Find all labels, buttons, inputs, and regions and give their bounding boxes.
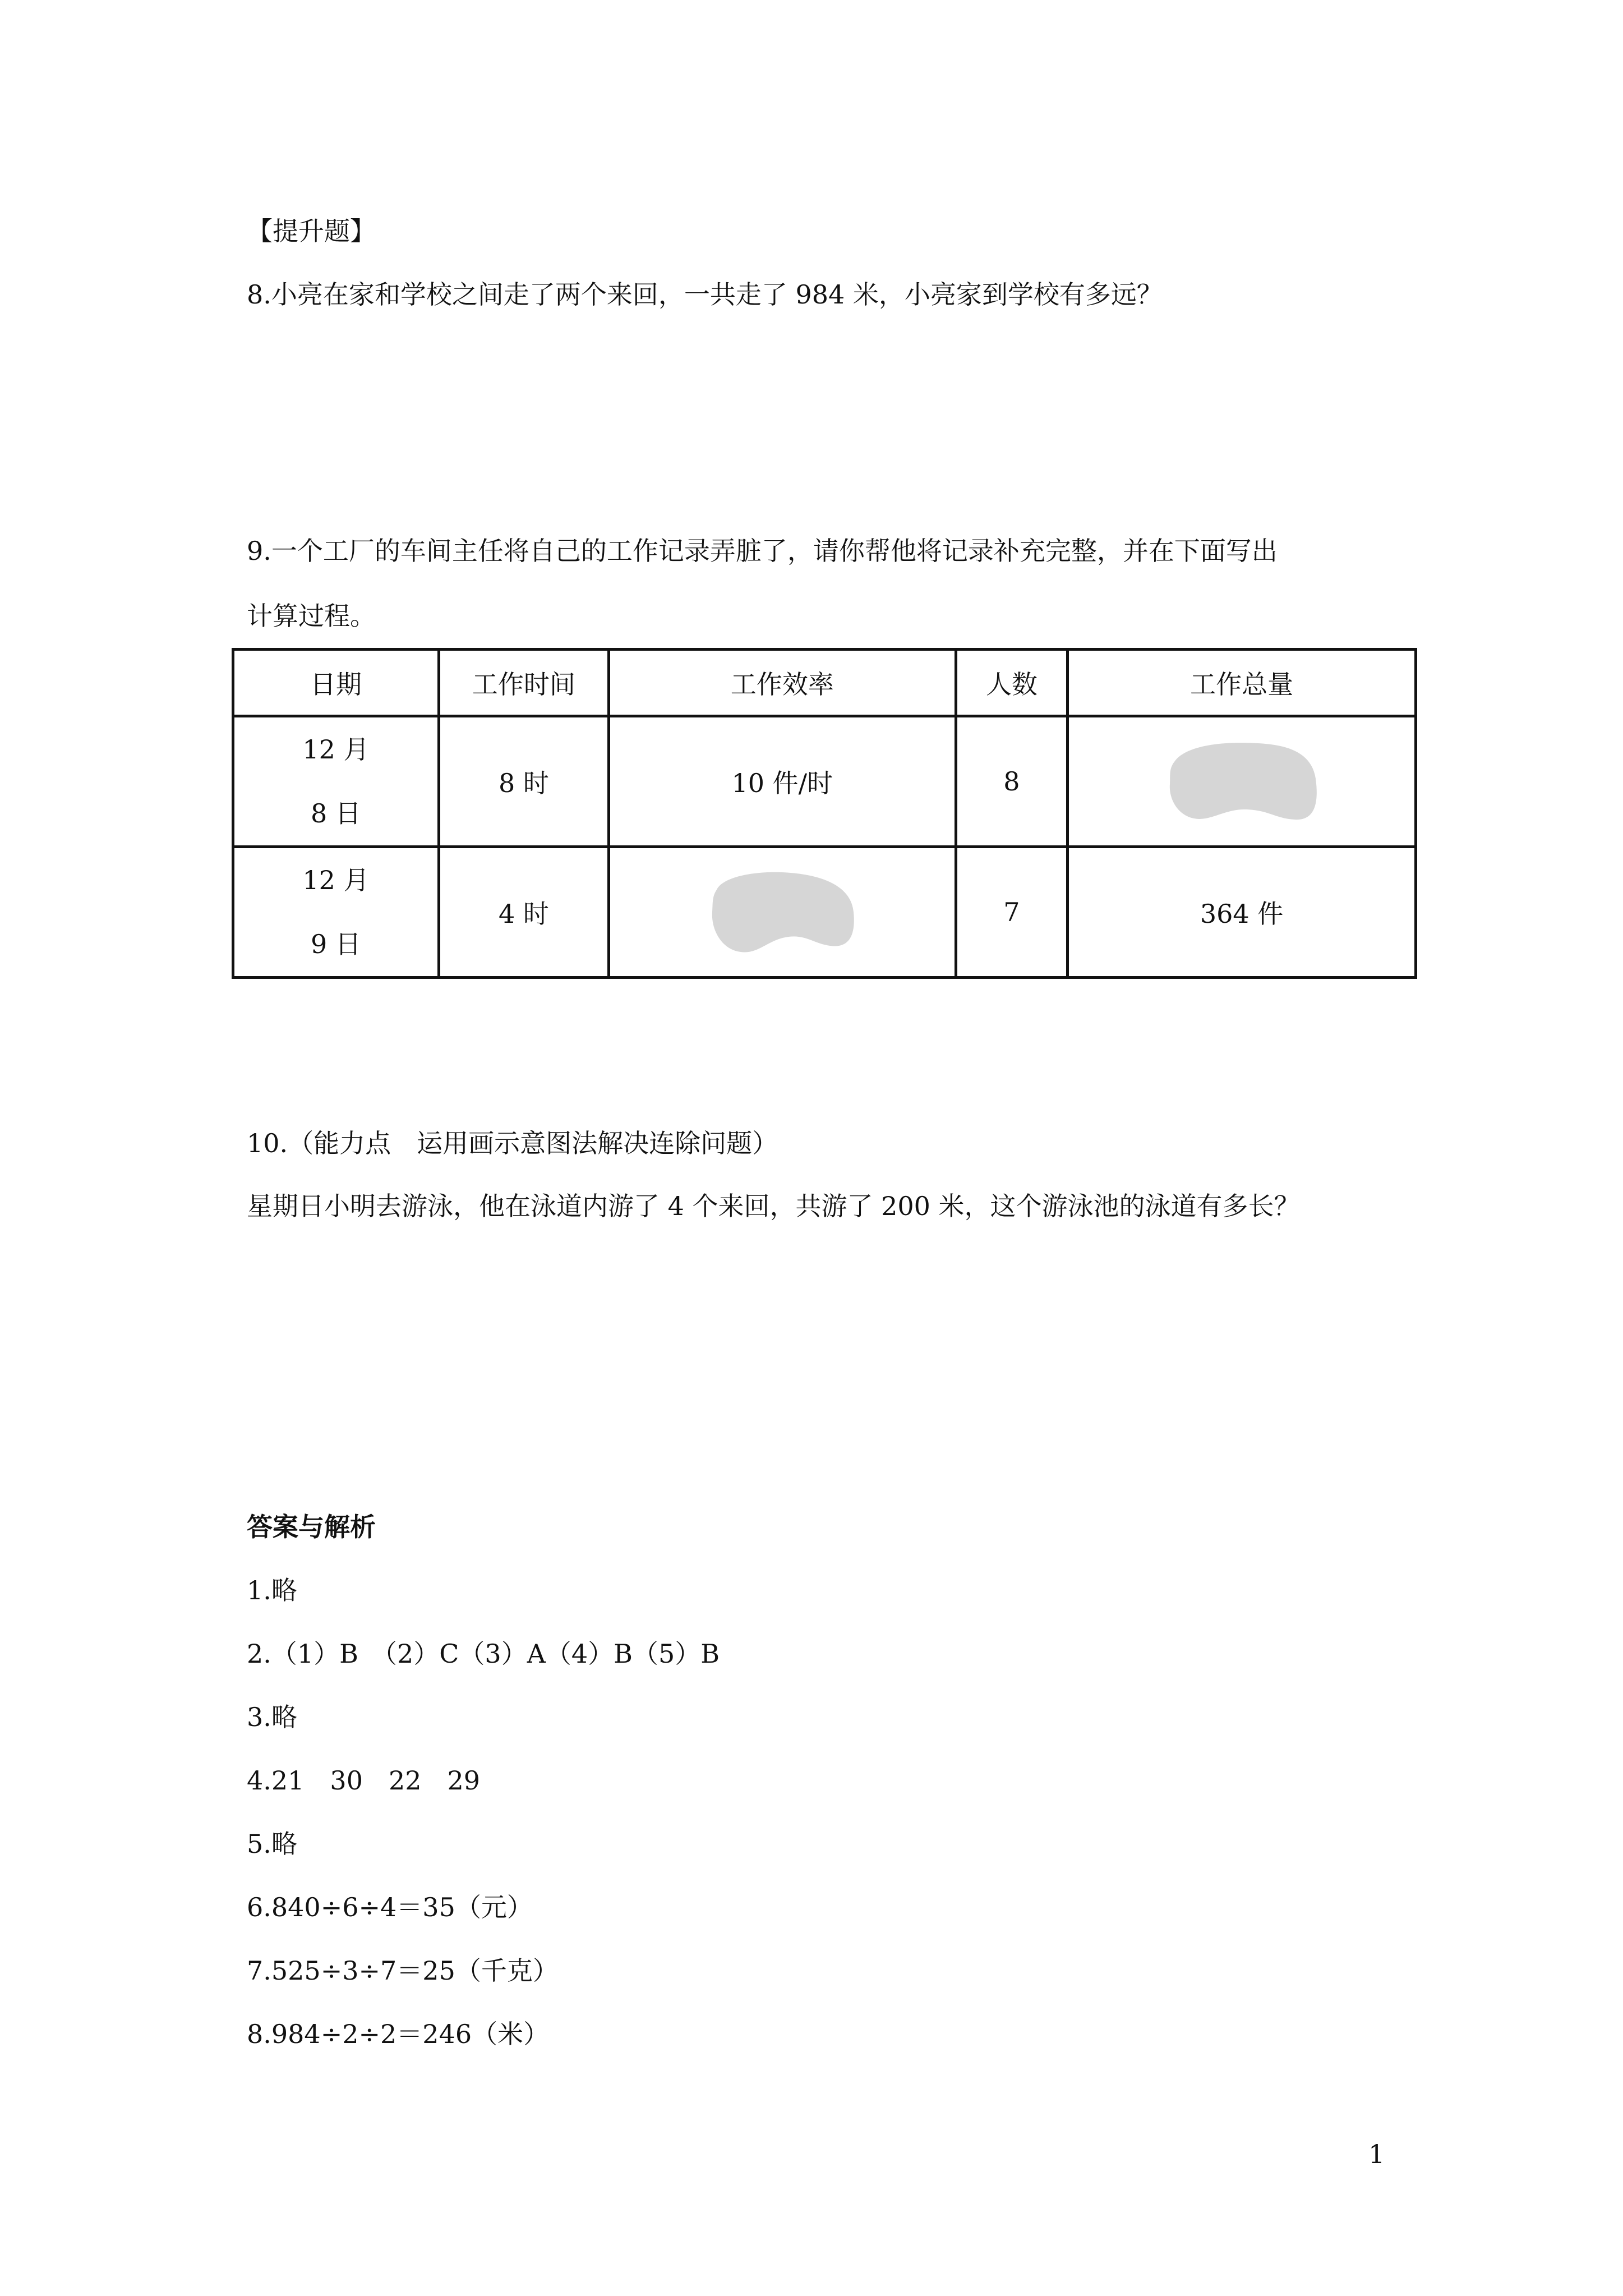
answer-3: 3.略 [247,1702,297,1732]
row2-time: 4 时 [439,847,608,978]
page-number: 1 [1368,2139,1385,2169]
row1-day: 8 日 [311,798,361,829]
table-header-row [233,650,1416,716]
table-row [233,716,1416,847]
question-9-line-2: 计算过程。 [247,601,376,631]
row2-people: 7 [956,847,1067,978]
answer-8: 8.984÷2÷2＝246（米） [247,2019,550,2049]
work-record-table [232,648,1417,979]
row2-month: 12 月 [302,865,370,895]
row1-people: 8 [956,716,1067,847]
question-10-title: 10.（能力点 运用画示意图法解决连除问题） [247,1128,778,1158]
section-title: 【提升题】 [247,216,376,246]
row2-day: 9 日 [311,929,361,959]
header-date: 日期 [233,650,439,716]
answer-6: 6.840÷6÷4＝35（元） [247,1892,533,1922]
answer-5: 5.略 [247,1829,297,1859]
header-total: 工作总量 [1068,650,1416,716]
header-work-time: 工作时间 [439,650,608,716]
row1-total [1068,716,1416,847]
row2-date [233,847,439,978]
row2-total: 364 件 [1068,847,1416,978]
row1-date [233,716,439,847]
answer-1: 1.略 [247,1575,297,1605]
answer-2: 2.（1）B （2）C（3）A（4）B（5）B [247,1639,720,1669]
row1-time: 8 时 [439,716,608,847]
question-9-line-1: 9.一个工厂的车间主任将自己的工作记录弄脏了，请你帮他将记录补充完整，并在下面写出 [247,536,1278,566]
header-people: 人数 [956,650,1067,716]
row1-efficiency: 10 件/时 [608,716,956,847]
header-efficiency: 工作效率 [608,650,956,716]
answer-7: 7.525÷3÷7＝25（千克） [247,1955,559,1986]
question-10-text: 星期日小明去游泳，他在泳道内游了 4 个来回，共游了 200 米，这个游泳池的泳道有多长？ [247,1191,1300,1221]
table-row [233,847,1416,978]
ink-smudge-icon [707,867,858,957]
row2-efficiency [608,847,956,978]
answer-4: 4.21 30 22 29 [247,1765,481,1796]
row1-month: 12 月 [302,734,370,765]
answers-title: 答案与解析 [247,1512,376,1542]
question-8: 8.小亮在家和学校之间走了两个来回，一共走了 984 米，小亮家到学校有多远？ [247,279,1163,310]
ink-smudge-icon [1163,737,1320,826]
